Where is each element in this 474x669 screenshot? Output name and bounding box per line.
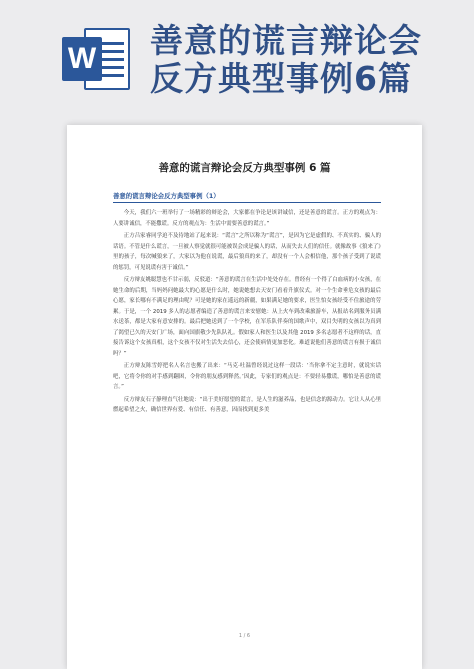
paragraph: 反方辩友石子静理直气壮地说：“出于美好愿望的谎言，是人生的滋养品，也是信念的源动力。它让人从心里燃起希望之火，确信世界有爱、有信任、有善意，因而找到更多美 [113,396,381,413]
paragraph: 今天，我们六一班举行了一场精彩的辩论会，大家都在争论是该讲诚信，还是善意的谎言。正方的观点为：人要讲诚信，不能撒谎。反方的观点为：生活中需要善意的谎言。” [113,210,381,227]
banner-title [150,22,450,98]
paragraph: 正方吕家睿同学迫不及待地站了起来说：“谎言”之所以称为“谎言”，是因为它是虚假的、不真实的、骗人的话语。不管是什么谎言，一旦被人察觉就很可能被误会成是骗人的话，从而失去人们的信任。就像故事《狼来了》里的孩子，每次喊狼来了，大家以为他在说谎，最后狼真的来了，却没有一个人会相信他，那个孩子受到了说谎的惩罚，可见说谎有害于诚信。” [113,233,381,271]
banner-title-line2: 反方典型事例6篇 [150,59,412,98]
paragraph: 反方辩友姚聪慧也不甘示弱，反驳道：“善意的谎言在生活中处处存在。曾经有一个得了白血病的小女孩，在她生命的后期，当妈妈问她最大的心愿是什么时，她说她想去天安门看看升旗仪式。对一个生命垂危女孩的最后心愿，家长哪有不满足的理由呢？可是她的家在遥远的新疆，如果满足她的要求，医生怕女孩经受不住旅途的劳累。于是，一个 2019 多人的志愿者编造了善意的谎言来安慰她：从上火车到改乘旅游车，从报站名到服务员满水送茶，都是大家有意安排的。最后把她送到了一个学校，在军乐队伴奏的国歌声中，双目失明的女孩以为真到了渴望已久的天安门广场，面向国旗敬少先队队礼。假如家人和医生以及其他 2019 多名志愿者不这样的话，直接告诉这个女孩真相，这个女孩不仅对生活失去信心，还会使病情更加恶化。难道说他们善意的谎言有损于诚信吗？” [113,277,381,357]
word-icon [62,28,132,90]
paragraph: 正方辩友陈雪婷把名人名言也搬了出来：“马克·吐温曾经说过这样一段话：‘当你拿不定主意时，就说实话吧，它将令你的对手感到翻困，令你的朋友感到释然。’因此，专家们的观点是：不要轻易撒谎，哪怕是善意的谎言。” [113,363,381,390]
document-title: 善意的谎言辩论会反方典型事例 6 篇 [158,162,331,174]
header-banner [0,0,474,112]
page-number: 1 / 6 [238,633,251,639]
document-page [67,125,422,669]
word-badge: W [62,37,102,81]
section-heading: 善意的谎言辩论会反方典型事例（1） [113,191,381,203]
banner-title-line1: 善意的谎言辩论会 [150,21,422,60]
document-body [113,208,381,418]
